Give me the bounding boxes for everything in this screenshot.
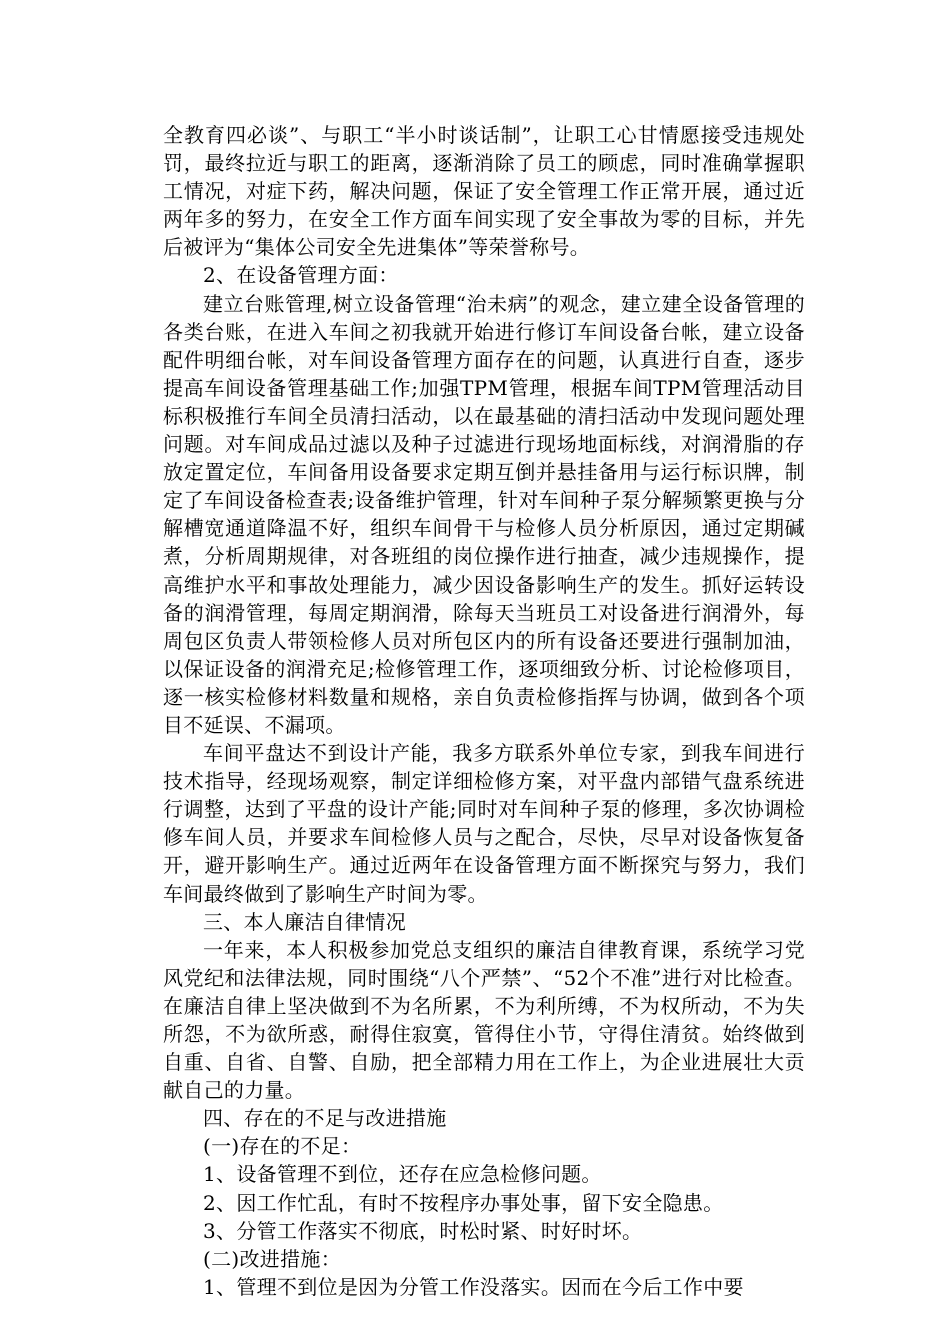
paragraph-safety-summary: 全教育四必谈”、与职工“半小时谈话制”，让职工心甘情愿接受违规处罚，最终拉近与职工的距离，逐渐消除了员工的顾虑，同时准确掌握职工情况，对症下药，解决问题，保证了安全管理工作正常开展，通过近两年多的努力，在安全工作方面车间实现了安全事故为零的目标，并先后被评为“集体公司安全先进集体”等荣誉称号。 bbox=[163, 123, 805, 260]
subheading-shortcomings: (一)存在的不足： bbox=[203, 1134, 362, 1159]
paragraph-equipment-ledger: 建立台账管理,树立设备管理“治未病”的观念，建立建全设备管理的各类台账，在进入车间之初我就开始进行修订车间设备台帐，建立设备配件明细台帐，对车间设备管理方面存在的问题，认真进行自查，逐步提高车间设备管理基础工作;加强TPM管理，根据车间TPM管理活动目标积极推行车间全员清扫活动，以在最基础的清扫活动中发现问题处理问题。对车间成品过滤以及种子过滤进行现场地面标线，对润滑脂的存放定置定位，车间备用设备要求定期互倒并悬挂备用与运行标识牌，制定了车间设备检查表;设备维护管理，针对车间种子泵分解频繁更换与分解槽宽通道降温不好，组织车间骨干与检修人员分析原因，通过定期碱煮，分析周期规律，对各班组的岗位操作进行抽查，减少违规操作，提高维护水平和事故处理能力，减少因设备影响生产的发生。抓好运转设备的润滑管理，每周定期润滑，除每天当班员工对设备进行润滑外，每周包区负责人带领检修人员对所包区内的所有设备还要进行强制加油，以保证设备的润滑充足;检修管理工作，逐项细致分析、讨论检修项目，逐一核实检修材料数量和规格，亲自负责检修指挥与协调，做到各个项目不延误、不漏项。 bbox=[163, 291, 805, 737]
heading-integrity-self-discipline: 三、本人廉洁自律情况 bbox=[203, 909, 406, 934]
paragraph-integrity-details: 一年来，本人积极参加党总支组织的廉洁自律教育课，系统学习党风党纪和法律法规，同时围绕“八个严禁”、“52个不准”进行对比检查。在廉洁自律上坚决做到不为名所累，不为利所缚，不为权所动，不为失所怨，不为欲所惑，耐得住寂寞，管得住小节，守得住清贫。始终做到自重、自省、自警、自励，把全部精力用在工作上，为企业进展壮大贡献自己的力量。 bbox=[163, 937, 805, 1103]
subheading-improvements: (二)改进措施： bbox=[203, 1246, 342, 1271]
paragraph-flat-disk-capacity: 车间平盘达不到设计产能，我多方联系外单位专家，到我车间进行技术指导，经现场观察，制定详细检修方案，对平盘内部错气盘系统进行调整，达到了平盘的设计产能;同时对车间种子泵的修理，多次协调检修车间人员，并要求车间检修人员与之配合，尽快，尽早对设备恢复备开，避开影响生产。通过近两年在设备管理方面不断探究与努力，我们车间最终做到了影响生产时间为零。 bbox=[163, 741, 805, 906]
list-item-improvement-1: 1、管理不到位是因为分管工作没落实。因而在今后工作中要 bbox=[203, 1274, 744, 1299]
heading-shortcomings-improvements: 四、存在的不足与改进措施 bbox=[203, 1106, 447, 1131]
heading-equipment-management: 2、在设备管理方面： bbox=[203, 263, 399, 288]
list-item-shortcoming-1: 1、设备管理不到位，还存在应急检修问题。 bbox=[203, 1162, 602, 1187]
list-item-shortcoming-2: 2、因工作忙乱，有时不按程序办事处事，留下安全隐患。 bbox=[203, 1190, 724, 1215]
list-item-shortcoming-3: 3、分管工作落实不彻底，时松时紧、时好时坏。 bbox=[203, 1218, 643, 1243]
document-body bbox=[163, 121, 805, 1301]
